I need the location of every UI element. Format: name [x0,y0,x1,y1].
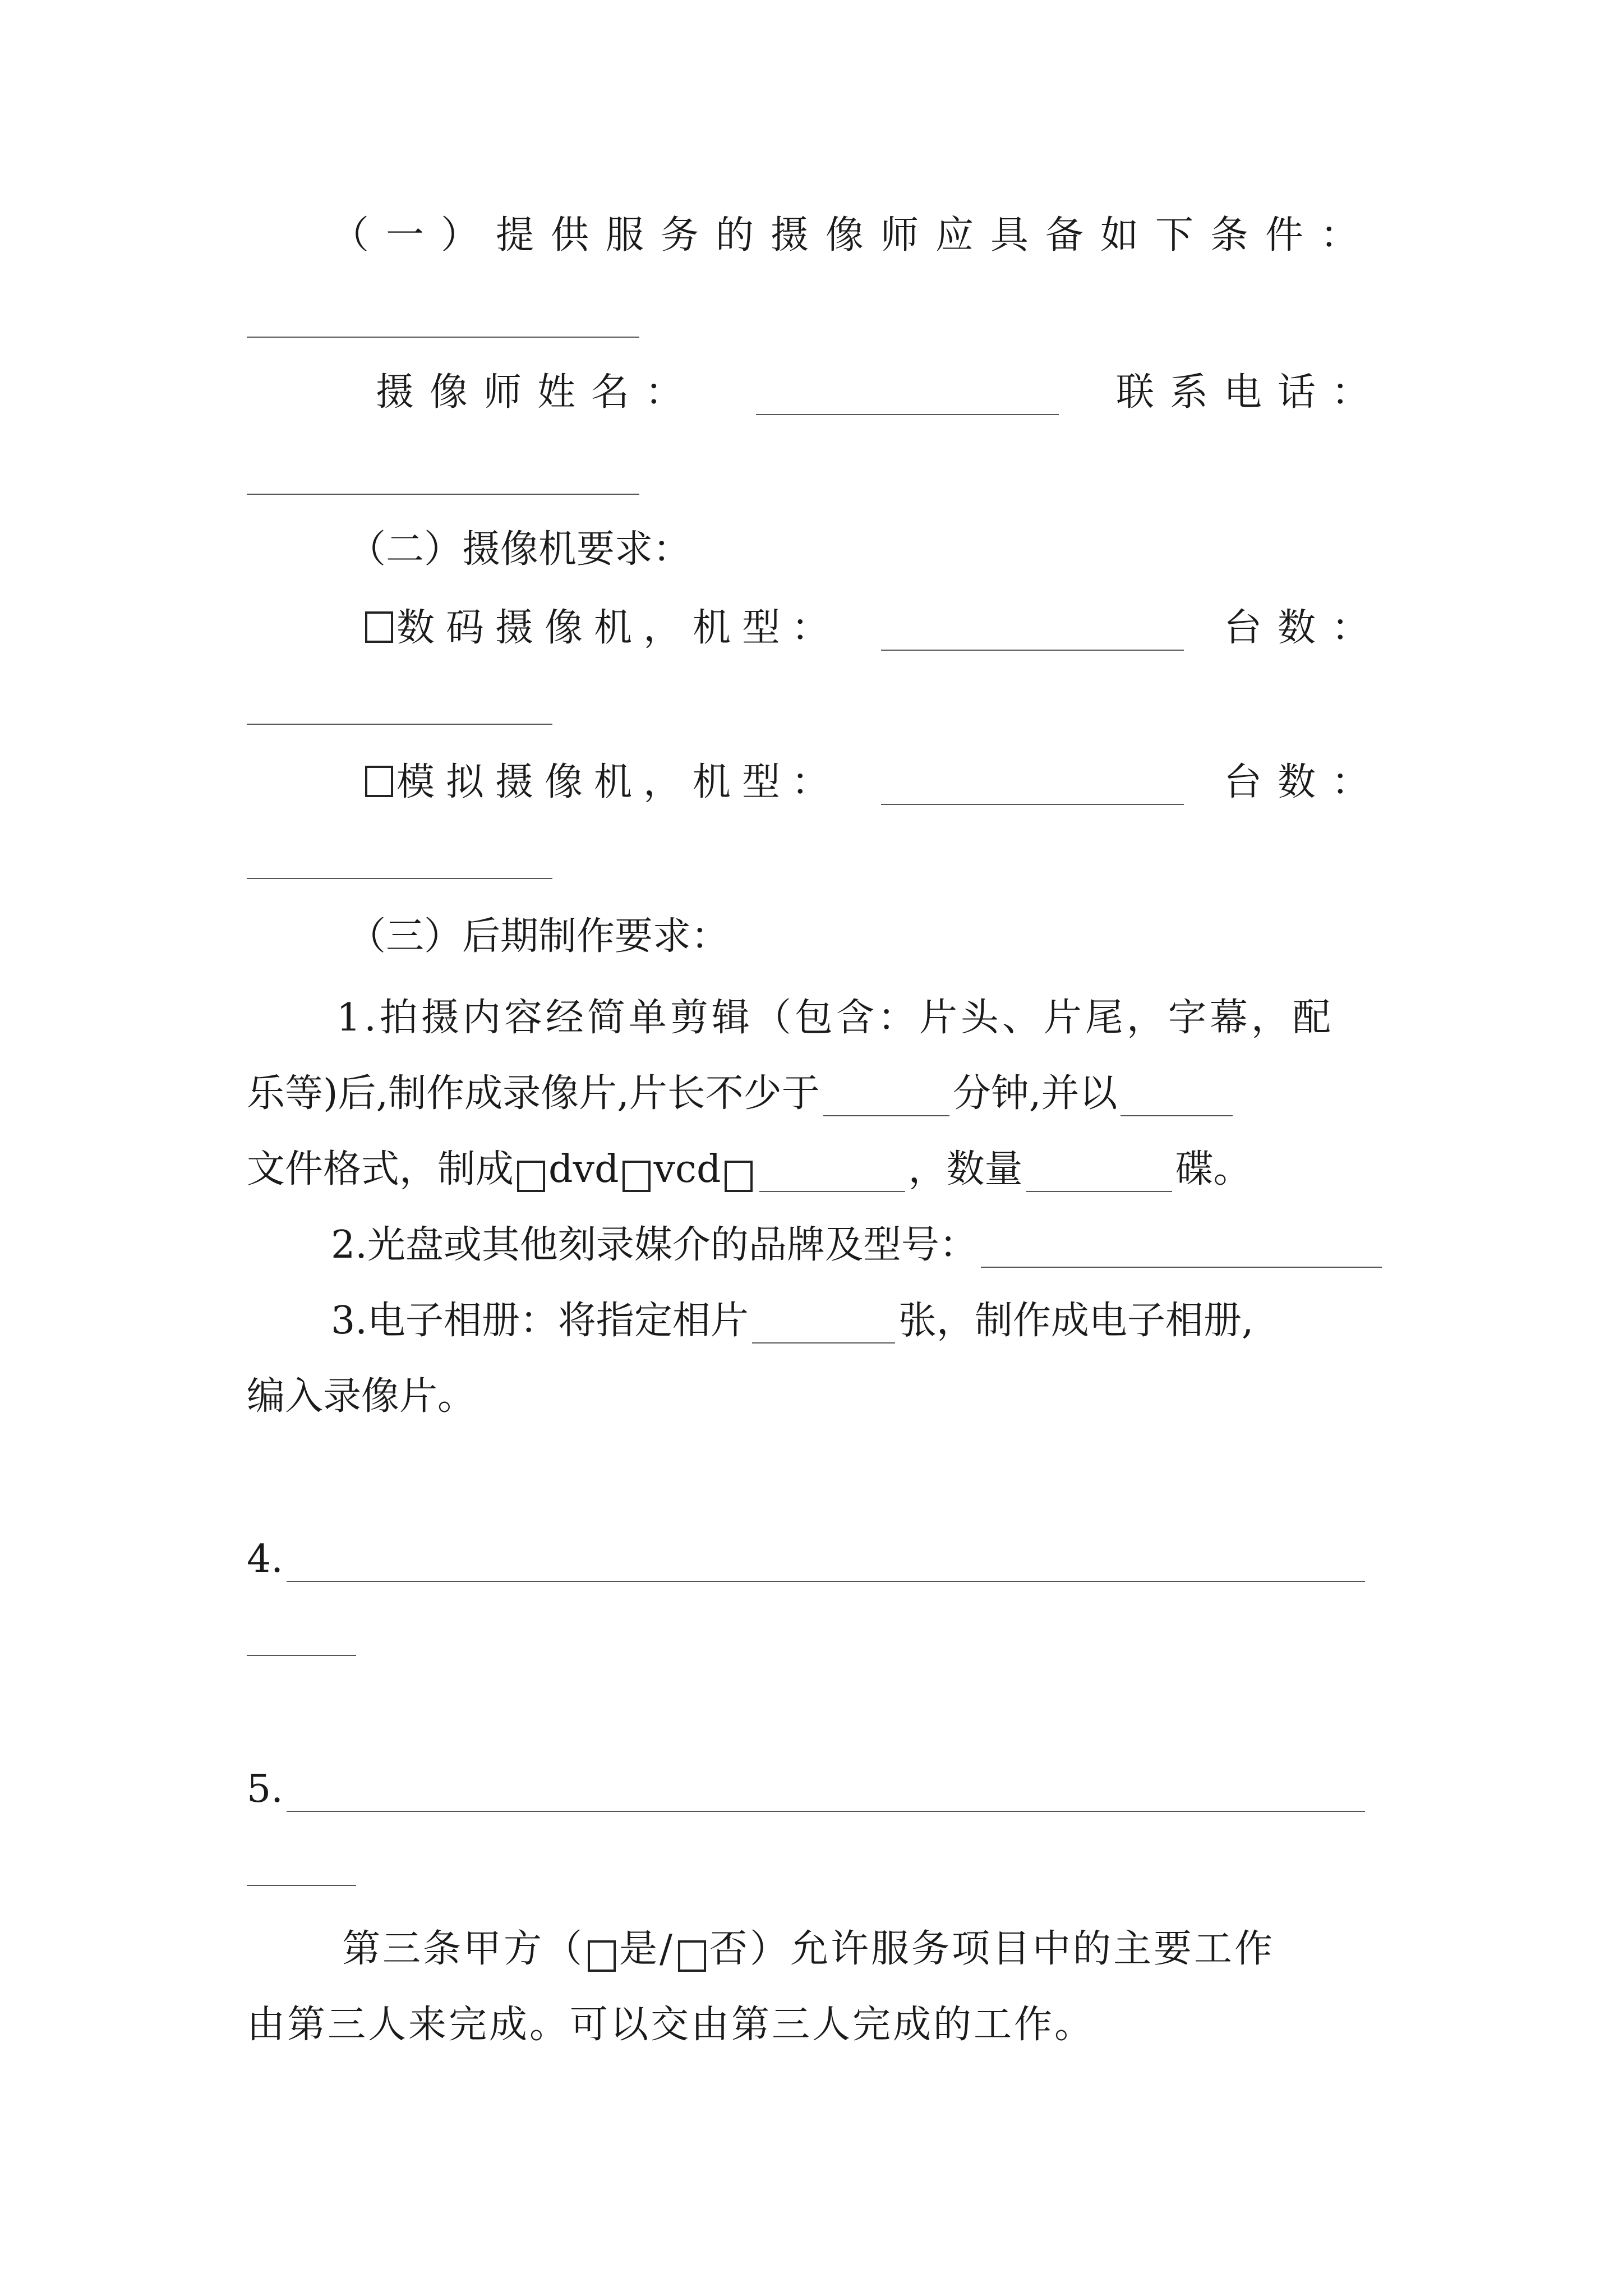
article3-text-a: 第三条甲方（ [342,1927,585,1971]
item3-line2 [247,1374,1385,1419]
item4-number: 4. [247,1537,283,1581]
item4-field-continued[interactable] [247,1655,356,1656]
section2-title [247,527,1486,572]
article3-line2 [247,2003,1385,2047]
item3-text-a: 3.电子相册：将指定相片 [331,1299,749,1343]
item1-line2 [247,1071,1385,1116]
item1-line1-text: 1.拍摄内容经简单剪辑（包含：片头、片尾，字幕，配 [336,996,1334,1040]
third-party-yes-checkbox[interactable] [588,1940,616,1972]
item4-field[interactable] [287,1547,1365,1582]
digital-count-field[interactable] [247,724,552,725]
media-brand-field[interactable] [981,1233,1382,1268]
item3-line1 [247,1299,1469,1343]
item1-line2-text-b: 分钟,并以 [952,1071,1118,1116]
analog-count-field[interactable] [247,878,552,879]
analog-count-label: 台数： [1223,760,1385,804]
article3-line1 [247,1927,1481,1972]
item4-line [247,1537,1368,1582]
analog-model-field[interactable] [881,770,1184,805]
other-media-checkbox[interactable] [725,1161,753,1192]
item1-line2-text-a: 乐等)后,制作成录像片,片长不少于 [247,1071,820,1116]
photographer-name-field[interactable] [756,380,1059,415]
item2-text: 2.光盘或其他刻录媒介的品牌及型号： [331,1223,978,1267]
item5-field[interactable] [287,1777,1365,1812]
item3-text-b: 张，制作成电子相册, [898,1299,1254,1343]
file-format-field[interactable] [1121,1082,1233,1116]
digital-count-label: 台数： [1223,606,1385,650]
other-media-field[interactable] [759,1157,905,1192]
section1-blank-line[interactable] [247,337,639,338]
item1-line3-text-c: 碟。 [1175,1147,1252,1191]
digital-camera-row [247,606,1385,651]
section1-title [247,213,1469,258]
item1-line3-text-b: ，数量 [908,1147,1023,1191]
phone-label: 联系电话： [1115,370,1385,415]
vcd-label: vcd [653,1147,721,1191]
item2-line [247,1223,1385,1268]
analog-camera-checkbox[interactable] [365,766,393,797]
vcd-checkbox[interactable] [623,1161,651,1192]
photo-count-field[interactable] [752,1309,895,1343]
dvd-label: dvd [548,1147,619,1191]
item5-line [247,1767,1368,1812]
digital-camera-label: 数码摄像机，机型： [396,606,841,650]
section3-title-text: （三）后期制作要求： [348,914,730,959]
article3-text-b: 否）允许服务项目中的主要工作 [709,1927,1275,1971]
analog-camera-label: 模拟摄像机，机型： [396,760,841,804]
item1-line1 [247,996,1475,1041]
item3-text-c: 编入录像片。 [247,1374,476,1419]
dvd-checkbox[interactable] [517,1161,545,1192]
article3-text-c: 由第三人来完成。可以交由第三人完成的工作。 [247,2003,1095,2047]
item1-line3-text-a: 文件格式，制成 [247,1147,514,1191]
digital-model-field[interactable] [881,616,1184,651]
photographer-name-label: 摄像师姓名： [376,370,699,415]
section1-title-text: （一）提供服务的摄像师应具备如下条件： [331,213,1376,257]
item5-number: 5. [247,1767,283,1811]
section2-title-text: （二）摄像机要求： [348,527,691,572]
third-party-yes-label: 是/ [619,1927,675,1971]
analog-camera-row [247,760,1385,805]
digital-camera-checkbox[interactable] [365,611,393,643]
item1-line3 [247,1147,1385,1192]
disc-quantity-field[interactable] [1026,1157,1172,1192]
phone-field-line[interactable] [247,494,639,495]
section3-title [247,914,1486,959]
photographer-row [247,370,1385,415]
item5-field-continued[interactable] [247,1885,356,1886]
third-party-no-checkbox[interactable] [678,1940,706,1972]
duration-field[interactable] [823,1082,949,1116]
